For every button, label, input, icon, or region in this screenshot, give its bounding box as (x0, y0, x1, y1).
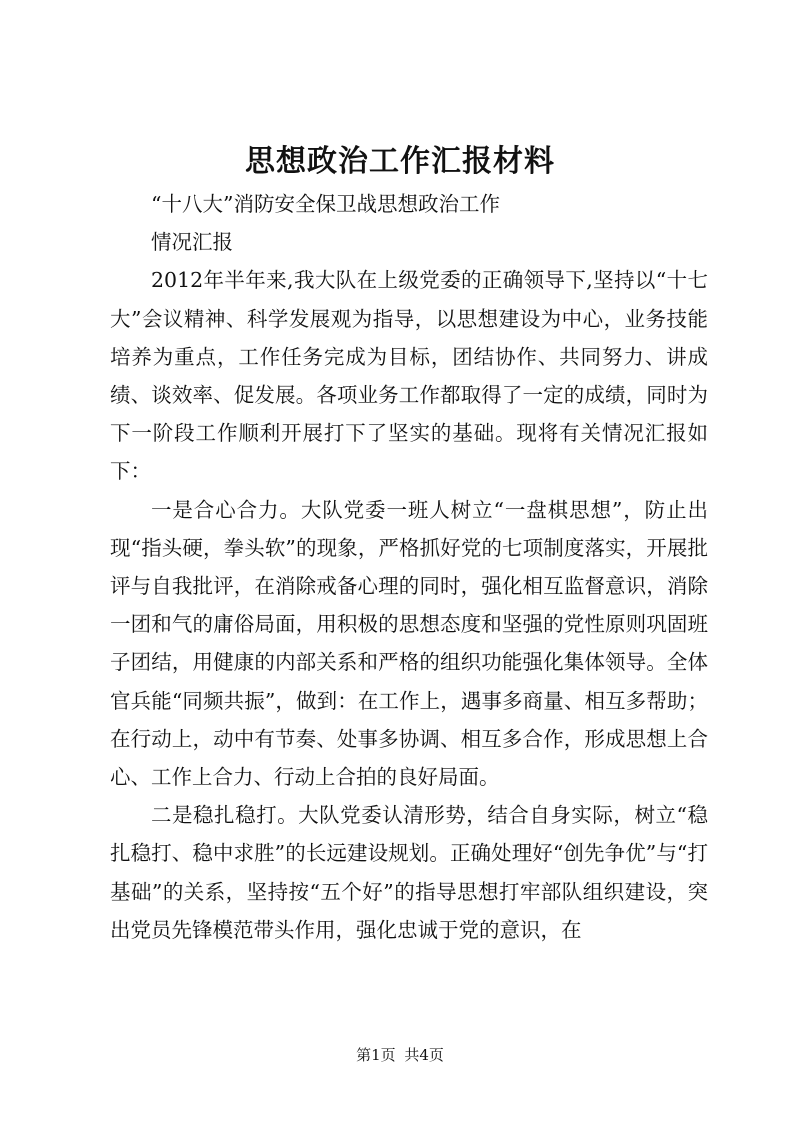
page-number: 第1页 (356, 1046, 396, 1064)
paragraph: “十八大”消防安全保卫战思想政治工作 (151, 192, 500, 216)
page-footer (0, 1044, 800, 1066)
paragraph: 情况汇报 (151, 230, 233, 255)
paragraph: 一是合心合力。大队党委一班人树立“一盘棋思想”，防止出现“指头硬，拳头软”的现象，严格抓好党的七项制度落实，开展批评与自我批评，在消除戒备心理的同时，强化相互监督意识，消除一团和气的庸俗局面，用积极的思想态度和坚强的党性原则巩固班子团结，用健康的内部关系和严格的组织功能强化集体领导。全体官兵能“同频共振”，做到：在工作上，遇事多商量、相互多帮助；在行动上，动中有节奏、处事多协调、相互多合作，形成思想上合心、工作上合力、行动上合拍的良好局面。 (110, 497, 708, 790)
page-title: 思想政治工作汇报材料 (245, 144, 555, 179)
page-total: 共4页 (404, 1046, 444, 1064)
document-body (110, 185, 708, 949)
paragraph: 2012年半年来,我大队在上级党委的正确领导下,坚持以“十七大”会议精神、科学发展观为指导，以思想建设为中心，业务技能培养为重点，工作任务完成为目标，团结协作、共同努力、讲成绩、谈效率、促发展。各项业务工作都取得了一定的成绩，同时为下一阶段工作顺利开展打下了坚实的基础。现将有关情况汇报如下： (110, 268, 708, 484)
paragraph: 二是稳扎稳打。大队党委认清形势，结合自身实际，树立“稳扎稳打、稳中求胜”的长远建设规划。正确处理好“创先争优”与“打基础”的关系，坚持按“五个好”的指导思想打牢部队组织建设，突出党员先锋模范带头作用，强化忠诚于党的意识，在 (110, 803, 708, 942)
